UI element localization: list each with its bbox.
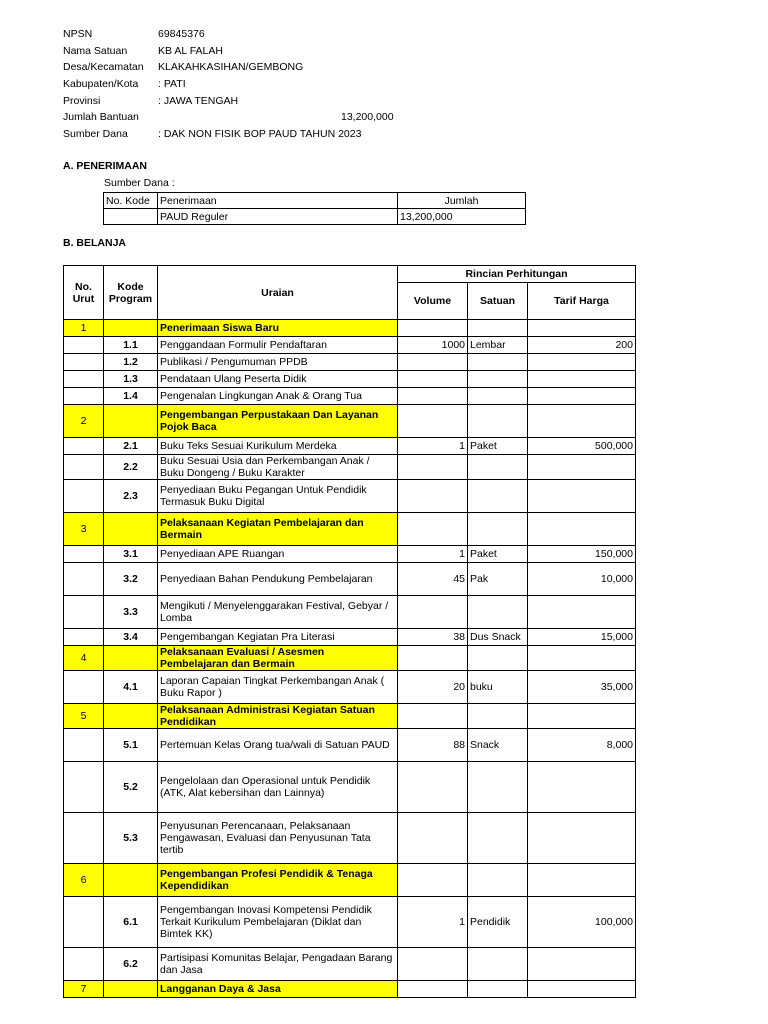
cell-satuan bbox=[468, 948, 528, 981]
header-penerimaan: Penerimaan bbox=[158, 193, 398, 209]
cell-volume bbox=[398, 813, 468, 864]
belanja-table bbox=[63, 265, 636, 998]
cell-no-urut bbox=[64, 546, 104, 563]
cell-volume: 38 bbox=[398, 629, 468, 646]
header-jumlah: Jumlah bbox=[398, 193, 526, 209]
group-row bbox=[64, 704, 636, 729]
table-row bbox=[64, 948, 636, 981]
cell-kode: 3.2 bbox=[104, 563, 158, 596]
cell-tarif bbox=[528, 320, 636, 337]
cell-volume: 1 bbox=[398, 546, 468, 563]
cell-volume bbox=[398, 704, 468, 729]
cell-no-urut: 7 bbox=[64, 981, 104, 998]
cell-kode bbox=[104, 704, 158, 729]
info-value: KLAKAHKASIHAN/GEMBONG bbox=[158, 61, 304, 74]
cell-satuan: Snack bbox=[468, 729, 528, 762]
cell-kode: 1.1 bbox=[104, 337, 158, 354]
cell-volume bbox=[398, 762, 468, 813]
cell-no-urut: 3 bbox=[64, 513, 104, 546]
cell-uraian: Penyediaan APE Ruangan bbox=[158, 546, 398, 563]
group-row bbox=[64, 405, 636, 438]
cell-tarif bbox=[528, 354, 636, 371]
info-label: Desa/Kecamatan bbox=[63, 61, 144, 74]
cell-uraian: Pengelolaan dan Operasional untuk Pendidik (ATK, Alat kebersihan dan Lainnya) bbox=[158, 762, 398, 813]
group-row bbox=[64, 864, 636, 897]
cell-volume bbox=[398, 596, 468, 629]
info-label: Provinsi bbox=[63, 94, 101, 107]
header-tarif: Tarif Harga bbox=[528, 283, 636, 320]
group-row bbox=[64, 320, 636, 337]
section-title-penerimaan: A. PENERIMAAN bbox=[63, 160, 148, 172]
header-uraian: Uraian bbox=[158, 266, 398, 320]
table-row bbox=[104, 209, 526, 225]
info-value: : DAK NON FISIK BOP PAUD TAHUN 2023 bbox=[158, 128, 362, 141]
cell-no-urut bbox=[64, 762, 104, 813]
cell-uraian: Partisipasi Komunitas Belajar, Pengadaan Barang dan Jasa bbox=[158, 948, 398, 981]
cell-kode: 2.2 bbox=[104, 455, 158, 480]
cell-satuan bbox=[468, 455, 528, 480]
cell-uraian: Pengembangan Perpustakaan Dan Layanan Pojok Baca bbox=[158, 405, 398, 438]
cell-satuan bbox=[468, 405, 528, 438]
cell-satuan bbox=[468, 864, 528, 897]
cell-satuan bbox=[468, 371, 528, 388]
cell-volume: 88 bbox=[398, 729, 468, 762]
cell-no-urut bbox=[64, 629, 104, 646]
cell-tarif bbox=[528, 981, 636, 998]
cell-kode bbox=[104, 513, 158, 546]
cell-tarif bbox=[528, 646, 636, 671]
cell-kode bbox=[104, 981, 158, 998]
cell-kode: 4.1 bbox=[104, 671, 158, 704]
cell-kode: 6.1 bbox=[104, 897, 158, 948]
cell-volume bbox=[398, 864, 468, 897]
cell-tarif: 8,000 bbox=[528, 729, 636, 762]
cell-tarif: 15,000 bbox=[528, 629, 636, 646]
cell-kode: 1.2 bbox=[104, 354, 158, 371]
cell-volume bbox=[398, 354, 468, 371]
source-label: Sumber Dana : bbox=[104, 177, 175, 189]
section-title-belanja: B. BELANJA bbox=[63, 237, 127, 249]
cell-satuan: Lembar bbox=[468, 337, 528, 354]
cell-kode bbox=[104, 209, 158, 225]
cell-tarif: 150,000 bbox=[528, 546, 636, 563]
header-kode-program: Kode Program bbox=[104, 266, 158, 320]
cell-satuan: Pendidik bbox=[468, 897, 528, 948]
cell-kode: 2.1 bbox=[104, 438, 158, 455]
cell-tarif bbox=[528, 480, 636, 513]
cell-tarif: 200 bbox=[528, 337, 636, 354]
cell-no-urut bbox=[64, 480, 104, 513]
cell-satuan: Dus Snack bbox=[468, 629, 528, 646]
cell-no-urut: 2 bbox=[64, 405, 104, 438]
table-header-row bbox=[64, 266, 636, 283]
cell-tarif bbox=[528, 371, 636, 388]
header-rincian: Rincian Perhitungan bbox=[398, 266, 636, 283]
cell-uraian: Langganan Daya & Jasa bbox=[158, 981, 398, 998]
cell-no-urut: 1 bbox=[64, 320, 104, 337]
cell-tarif bbox=[528, 762, 636, 813]
cell-uraian: Penyusunan Perencanaan, Pelaksanaan Pengawasan, Evaluasi dan Penyusunan Tata tertib bbox=[158, 813, 398, 864]
cell-uraian: Penerimaan Siswa Baru bbox=[158, 320, 398, 337]
cell-uraian: Pendataan Ulang Peserta Didik bbox=[158, 371, 398, 388]
info-label: NPSN bbox=[63, 28, 93, 40]
info-label: Sumber Dana bbox=[63, 128, 128, 141]
cell-satuan: buku bbox=[468, 671, 528, 704]
header-no-kode: No. Kode bbox=[104, 193, 158, 209]
table-row bbox=[64, 729, 636, 762]
cell-tarif bbox=[528, 704, 636, 729]
table-row bbox=[64, 438, 636, 455]
cell-volume bbox=[398, 513, 468, 546]
cell-tarif bbox=[528, 388, 636, 405]
cell-penerimaan: PAUD Reguler bbox=[158, 209, 398, 225]
cell-volume bbox=[398, 388, 468, 405]
cell-kode: 1.4 bbox=[104, 388, 158, 405]
cell-tarif: 35,000 bbox=[528, 671, 636, 704]
cell-volume bbox=[398, 646, 468, 671]
cell-tarif bbox=[528, 405, 636, 438]
cell-no-urut: 5 bbox=[64, 704, 104, 729]
cell-satuan: Pak bbox=[468, 563, 528, 596]
info-label: Kabupaten/Kota bbox=[63, 78, 139, 91]
cell-uraian: Mengikuti / Menyelenggarakan Festival, Gebyar / Lomba bbox=[158, 596, 398, 629]
cell-no-urut bbox=[64, 596, 104, 629]
cell-volume bbox=[398, 371, 468, 388]
cell-tarif bbox=[528, 513, 636, 546]
cell-no-urut: 4 bbox=[64, 646, 104, 671]
cell-no-urut bbox=[64, 563, 104, 596]
cell-no-urut bbox=[64, 948, 104, 981]
table-row bbox=[64, 388, 636, 405]
cell-no-urut: 6 bbox=[64, 864, 104, 897]
cell-volume bbox=[398, 405, 468, 438]
cell-kode: 5.3 bbox=[104, 813, 158, 864]
info-label: Nama Satuan bbox=[63, 44, 128, 57]
header-volume: Volume bbox=[398, 283, 468, 320]
cell-tarif bbox=[528, 813, 636, 864]
cell-uraian: Pengenalan Lingkungan Anak & Orang Tua bbox=[158, 388, 398, 405]
table-row bbox=[64, 762, 636, 813]
cell-kode: 6.2 bbox=[104, 948, 158, 981]
cell-kode: 5.1 bbox=[104, 729, 158, 762]
cell-satuan bbox=[468, 480, 528, 513]
cell-volume: 20 bbox=[398, 671, 468, 704]
cell-satuan bbox=[468, 762, 528, 813]
cell-satuan bbox=[468, 704, 528, 729]
cell-no-urut bbox=[64, 354, 104, 371]
cell-volume bbox=[398, 981, 468, 998]
info-label: Jumlah Bantuan bbox=[63, 111, 139, 124]
cell-no-urut bbox=[64, 897, 104, 948]
cell-no-urut bbox=[64, 388, 104, 405]
cell-kode: 3.4 bbox=[104, 629, 158, 646]
cell-no-urut bbox=[64, 813, 104, 864]
group-row bbox=[64, 646, 636, 671]
cell-kode: 1.3 bbox=[104, 371, 158, 388]
table-row bbox=[64, 563, 636, 596]
table-row bbox=[64, 337, 636, 354]
cell-satuan: Paket bbox=[468, 546, 528, 563]
table-row bbox=[64, 480, 636, 513]
cell-kode: 3.1 bbox=[104, 546, 158, 563]
table-row bbox=[64, 671, 636, 704]
cell-volume: 1 bbox=[398, 897, 468, 948]
cell-volume bbox=[398, 455, 468, 480]
cell-uraian: Penyediaan Buku Pegangan Untuk Pendidik Termasuk Buku Digital bbox=[158, 480, 398, 513]
cell-volume bbox=[398, 320, 468, 337]
cell-uraian: Pengembangan Profesi Pendidik & Tenaga Kependidikan bbox=[158, 864, 398, 897]
table-row bbox=[64, 897, 636, 948]
cell-kode: 5.2 bbox=[104, 762, 158, 813]
table-row bbox=[64, 354, 636, 371]
cell-volume: 1000 bbox=[398, 337, 468, 354]
cell-tarif: 10,000 bbox=[528, 563, 636, 596]
cell-satuan bbox=[468, 388, 528, 405]
cell-uraian: Pelaksanaan Administrasi Kegiatan Satuan Pendidikan bbox=[158, 704, 398, 729]
cell-kode: 2.3 bbox=[104, 480, 158, 513]
info-value: 69845376 bbox=[158, 28, 205, 40]
table-row bbox=[64, 596, 636, 629]
cell-satuan: Paket bbox=[468, 438, 528, 455]
cell-tarif bbox=[528, 596, 636, 629]
group-row bbox=[64, 981, 636, 998]
cell-satuan bbox=[468, 513, 528, 546]
cell-no-urut bbox=[64, 438, 104, 455]
cell-kode: 3.3 bbox=[104, 596, 158, 629]
cell-satuan bbox=[468, 596, 528, 629]
cell-uraian: Laporan Capaian Tingkat Perkembangan Anak ( Buku Rapor ) bbox=[158, 671, 398, 704]
jumlah-bantuan-amount: 13,200,000 bbox=[341, 111, 394, 124]
cell-satuan bbox=[468, 646, 528, 671]
cell-satuan bbox=[468, 354, 528, 371]
cell-no-urut bbox=[64, 729, 104, 762]
cell-satuan bbox=[468, 813, 528, 864]
cell-kode bbox=[104, 320, 158, 337]
cell-uraian: Pengembangan Inovasi Kompetensi Pendidik Terkait Kurikulum Pembelajaran (Diklat dan Bimtek KK) bbox=[158, 897, 398, 948]
header-no-urut: No. Urut bbox=[64, 266, 104, 320]
cell-uraian: Pelaksanaan Kegiatan Pembelajaran dan Bermain bbox=[158, 513, 398, 546]
cell-satuan bbox=[468, 320, 528, 337]
cell-uraian: Penyediaan Bahan Pendukung Pembelajaran bbox=[158, 563, 398, 596]
table-row bbox=[64, 371, 636, 388]
cell-satuan bbox=[468, 981, 528, 998]
group-row bbox=[64, 513, 636, 546]
table-row bbox=[64, 455, 636, 480]
cell-uraian: Penggandaan Formulir Pendaftaran bbox=[158, 337, 398, 354]
cell-no-urut bbox=[64, 337, 104, 354]
cell-kode bbox=[104, 864, 158, 897]
table-row bbox=[64, 546, 636, 563]
cell-uraian: Pertemuan Kelas Orang tua/wali di Satuan PAUD bbox=[158, 729, 398, 762]
cell-volume bbox=[398, 480, 468, 513]
cell-no-urut bbox=[64, 455, 104, 480]
penerimaan-table bbox=[103, 192, 526, 225]
cell-uraian: Pelaksanaan Evaluasi / Asesmen Pembelajaran dan Bermain bbox=[158, 646, 398, 671]
cell-tarif bbox=[528, 948, 636, 981]
cell-uraian: Buku Sesuai Usia dan Perkembangan Anak / Buku Dongeng / Buku Karakter bbox=[158, 455, 398, 480]
cell-volume: 45 bbox=[398, 563, 468, 596]
cell-jumlah: 13,200,000 bbox=[398, 209, 526, 225]
cell-no-urut bbox=[64, 671, 104, 704]
cell-uraian: Pengembangan Kegiatan Pra Literasi bbox=[158, 629, 398, 646]
cell-uraian: Buku Teks Sesuai Kurikulum Merdeka bbox=[158, 438, 398, 455]
info-value: KB AL FALAH bbox=[158, 44, 223, 57]
table-header-row bbox=[104, 193, 526, 209]
cell-no-urut bbox=[64, 371, 104, 388]
cell-kode bbox=[104, 646, 158, 671]
cell-volume bbox=[398, 948, 468, 981]
cell-uraian: Publikasi / Pengumuman PPDB bbox=[158, 354, 398, 371]
cell-volume: 1 bbox=[398, 438, 468, 455]
cell-kode bbox=[104, 405, 158, 438]
table-row bbox=[64, 629, 636, 646]
cell-tarif: 100,000 bbox=[528, 897, 636, 948]
info-value: : PATI bbox=[158, 78, 186, 91]
header-satuan: Satuan bbox=[468, 283, 528, 320]
table-row bbox=[64, 813, 636, 864]
cell-tarif: 500,000 bbox=[528, 438, 636, 455]
info-value: : JAWA TENGAH bbox=[158, 94, 239, 107]
cell-tarif bbox=[528, 455, 636, 480]
cell-tarif bbox=[528, 864, 636, 897]
